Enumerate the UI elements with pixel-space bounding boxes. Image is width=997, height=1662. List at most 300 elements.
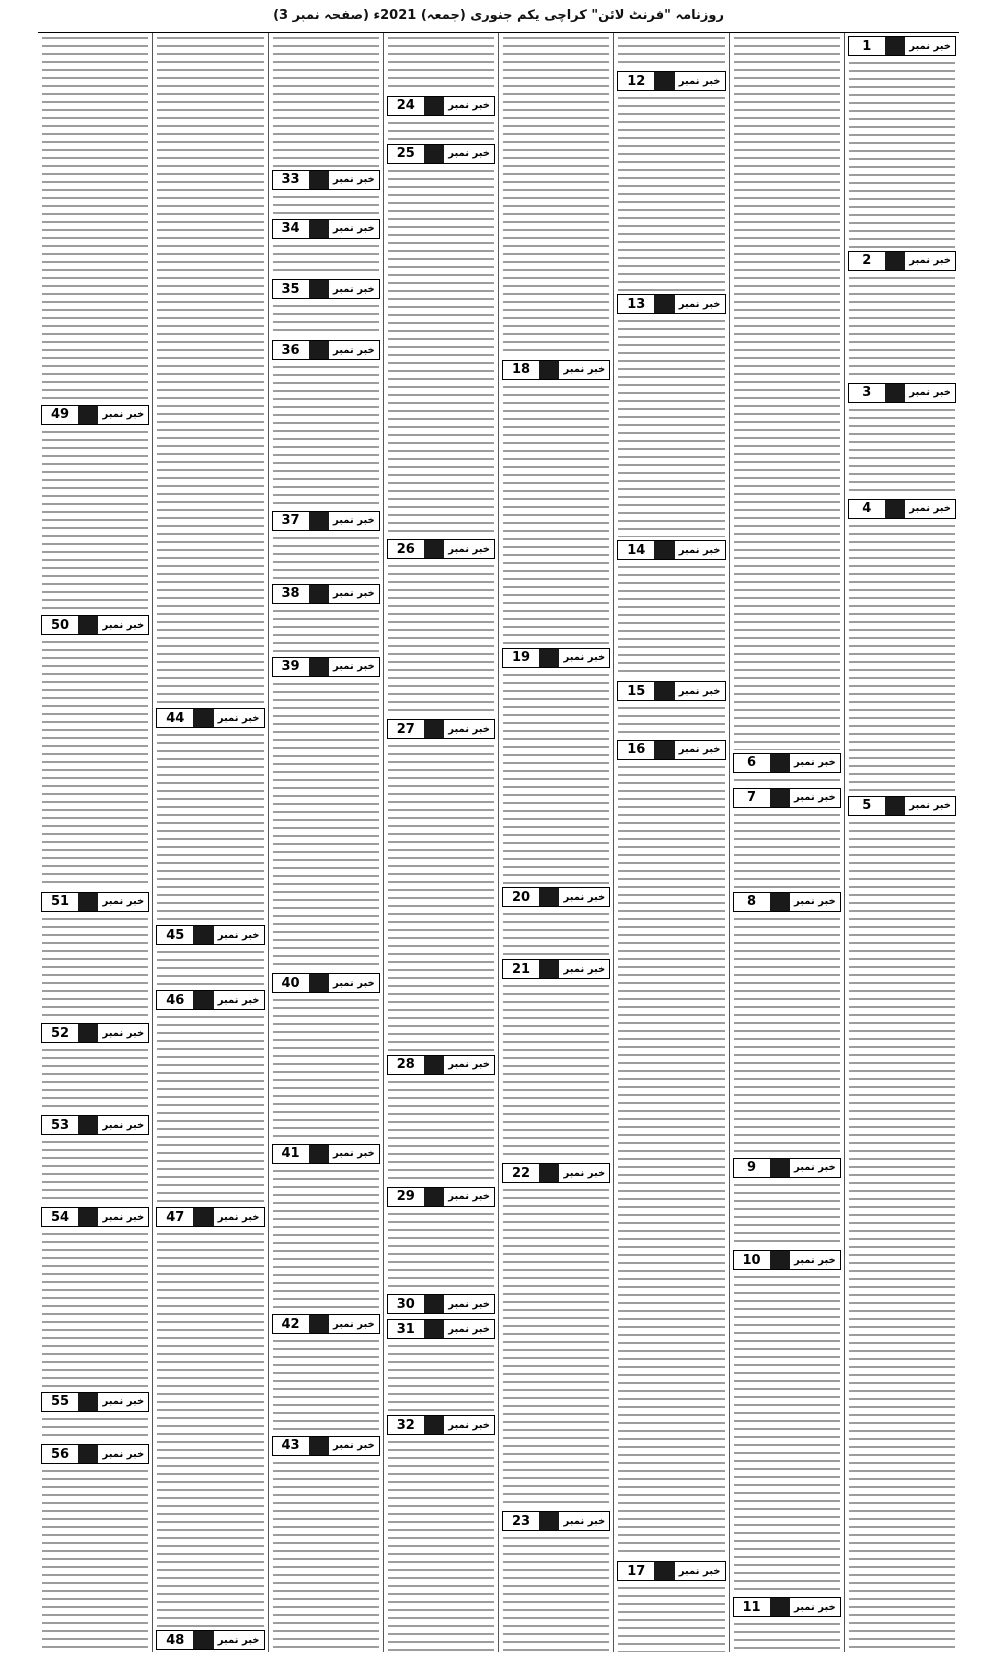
- news-item: [272, 508, 380, 581]
- news-item-header: [848, 796, 956, 816]
- news-item-number: 36: [273, 341, 309, 359]
- news-item-body-text: [388, 1341, 494, 1412]
- news-item-number: 13: [618, 295, 654, 313]
- news-item-body-text: [734, 1619, 840, 1652]
- news-item-number: 47: [157, 1208, 193, 1226]
- news-item-header: [272, 1436, 380, 1456]
- news-item: [502, 33, 610, 357]
- news-item-header: [387, 96, 495, 116]
- news-item-header: [617, 294, 725, 314]
- news-item: [272, 1433, 380, 1652]
- news-item-label: خبر نمبر: [214, 926, 264, 944]
- news-column: [38, 33, 152, 1652]
- news-item-number: 20: [503, 888, 539, 906]
- news-item-header: [41, 892, 149, 912]
- news-item-label: خبر نمبر: [214, 1631, 264, 1649]
- header-black-bar: [193, 709, 213, 727]
- news-item-body-text: [734, 33, 840, 750]
- news-item-number: 7: [734, 789, 770, 807]
- news-item-header: [387, 719, 495, 739]
- news-item-body-text: [273, 995, 379, 1140]
- news-item-number: 33: [273, 171, 309, 189]
- news-item-header: [156, 1207, 264, 1227]
- news-item-number: 17: [618, 1562, 654, 1580]
- news-item-header: [156, 708, 264, 728]
- news-item-body-text: [503, 33, 609, 357]
- news-item-number: 1: [849, 37, 885, 55]
- news-item-number: 43: [273, 1437, 309, 1455]
- header-black-bar: [78, 1024, 98, 1042]
- header-black-bar: [309, 658, 329, 676]
- news-item-number: 46: [157, 991, 193, 1009]
- news-item: [387, 33, 495, 93]
- news-item-label: خبر نمبر: [675, 682, 725, 700]
- news-item: [41, 612, 149, 888]
- news-item-label: خبر نمبر: [444, 97, 494, 115]
- news-item-body-text: [273, 33, 379, 167]
- news-item-body-text: [157, 1012, 263, 1204]
- news-item-body-text: [42, 1229, 148, 1388]
- news-item-body-text: [849, 521, 955, 793]
- header-black-bar: [539, 361, 559, 379]
- news-item-header: [387, 1294, 495, 1314]
- news-item-label: خبر نمبر: [444, 1295, 494, 1313]
- news-item: [733, 1594, 841, 1652]
- news-columns: [38, 32, 959, 1652]
- news-item-body-text: [849, 818, 955, 1652]
- header-black-bar: [885, 384, 905, 402]
- news-item-body-text: [42, 637, 148, 888]
- news-item-header: [272, 1144, 380, 1164]
- news-item-body-text: [42, 33, 148, 402]
- news-item-body-text: [273, 192, 379, 216]
- header-black-bar: [424, 1188, 444, 1206]
- masthead: روزنامہ "فرنٹ لائن" کراچی یکم جنوری (جمعہ) 2021ء (صفحہ نمبر 3): [273, 8, 724, 23]
- header-black-bar: [770, 754, 790, 772]
- news-item: [617, 737, 725, 1558]
- news-item-number: 37: [273, 512, 309, 530]
- news-item-header: [272, 219, 380, 239]
- news-item: [387, 93, 495, 141]
- news-item-number: 41: [273, 1145, 309, 1163]
- news-item-label: خبر نمبر: [329, 1145, 379, 1163]
- news-item-label: خبر نمبر: [98, 406, 148, 424]
- news-item: [387, 536, 495, 716]
- news-item-header: [733, 788, 841, 808]
- news-item-number: 49: [42, 406, 78, 424]
- news-item: [733, 750, 841, 785]
- news-item-number: 5: [849, 797, 885, 815]
- news-item-header: [848, 383, 956, 403]
- news-item-header: [502, 360, 610, 380]
- news-item-label: خبر نمبر: [905, 500, 955, 518]
- news-item-header: [272, 657, 380, 677]
- news-item: [387, 1184, 495, 1292]
- news-item-header: [502, 959, 610, 979]
- news-item-label: خبر نمبر: [675, 541, 725, 559]
- news-item-number: 4: [849, 500, 885, 518]
- news-item: [387, 1316, 495, 1412]
- news-item-body-text: [157, 33, 263, 705]
- header-black-bar: [885, 252, 905, 270]
- news-item: [272, 1311, 380, 1433]
- news-item: [272, 654, 380, 971]
- news-column: [498, 33, 613, 1652]
- news-item-body-text: [388, 1209, 494, 1292]
- news-item-label: خبر نمبر: [214, 1208, 264, 1226]
- news-item: [617, 68, 725, 291]
- header-black-bar: [193, 991, 213, 1009]
- news-item-header: [617, 681, 725, 701]
- header-black-bar: [309, 1145, 329, 1163]
- news-item: [387, 1412, 495, 1652]
- news-item: [387, 1052, 495, 1184]
- news-item-number: 19: [503, 649, 539, 667]
- news-item-number: 56: [42, 1445, 78, 1463]
- news-item-body-text: [42, 1414, 148, 1442]
- header-black-bar: [424, 1056, 444, 1074]
- header-black-bar: [424, 1416, 444, 1434]
- news-item-body-text: [273, 241, 379, 277]
- news-item-header: [502, 648, 610, 668]
- news-item: [41, 1112, 149, 1204]
- header-black-bar: [539, 888, 559, 906]
- header-black-bar: [885, 797, 905, 815]
- news-item-header: [387, 1055, 495, 1075]
- news-item-body-text: [273, 533, 379, 581]
- news-item-body-text: [273, 1336, 379, 1433]
- news-item: [617, 1558, 725, 1652]
- news-item-body-text: [503, 981, 609, 1160]
- header-black-bar: [193, 1208, 213, 1226]
- news-item: [848, 248, 956, 380]
- news-item-number: 45: [157, 926, 193, 944]
- news-item-label: خبر نمبر: [905, 797, 955, 815]
- header-black-bar: [309, 280, 329, 298]
- news-item-number: 54: [42, 1208, 78, 1226]
- news-item-header: [41, 615, 149, 635]
- news-item-body-text: [618, 93, 724, 291]
- news-item-header: [41, 1115, 149, 1135]
- news-item: [502, 884, 610, 956]
- header-black-bar: [78, 1393, 98, 1411]
- news-item-body-text: [618, 1583, 724, 1652]
- news-item: [272, 167, 380, 216]
- news-item-body-text: [734, 1180, 840, 1248]
- news-item-label: خبر نمبر: [98, 1024, 148, 1042]
- news-item-label: خبر نمبر: [790, 754, 840, 772]
- news-item-label: خبر نمبر: [444, 1416, 494, 1434]
- header-black-bar: [770, 1598, 790, 1616]
- news-item-number: 50: [42, 616, 78, 634]
- news-item-label: خبر نمبر: [98, 1116, 148, 1134]
- news-item-label: خبر نمبر: [98, 1445, 148, 1463]
- news-item-body-text: [388, 1437, 494, 1652]
- news-item-number: 44: [157, 709, 193, 727]
- news-item: [502, 645, 610, 885]
- news-item: [272, 1141, 380, 1311]
- header-black-bar: [78, 616, 98, 634]
- header-black-bar: [770, 1251, 790, 1269]
- header-black-bar: [193, 926, 213, 944]
- news-item-body-text: [273, 362, 379, 507]
- news-item-body-text: [42, 1045, 148, 1112]
- news-item-header: [502, 1163, 610, 1183]
- news-item: [41, 1441, 149, 1652]
- header-black-bar: [78, 1445, 98, 1463]
- news-item-header: [156, 990, 264, 1010]
- news-item-label: خبر نمبر: [790, 893, 840, 911]
- news-item-label: خبر نمبر: [559, 1512, 609, 1530]
- header-black-bar: [309, 512, 329, 530]
- news-item: [41, 1389, 149, 1442]
- news-item-number: 32: [388, 1416, 424, 1434]
- header-black-bar: [309, 1437, 329, 1455]
- news-item-label: خبر نمبر: [444, 1056, 494, 1074]
- news-item-header: [848, 36, 956, 56]
- header-black-bar: [885, 500, 905, 518]
- news-item: [272, 581, 380, 654]
- header-black-bar: [309, 1315, 329, 1333]
- news-item-label: خبر نمبر: [559, 888, 609, 906]
- news-item: [41, 1020, 149, 1112]
- news-item-header: [733, 1158, 841, 1178]
- news-item: [502, 357, 610, 645]
- news-item-label: خبر نمبر: [329, 171, 379, 189]
- news-item-number: 15: [618, 682, 654, 700]
- news-item-body-text: [618, 562, 724, 678]
- news-item-number: 42: [273, 1315, 309, 1333]
- news-column: [613, 33, 728, 1652]
- news-item-header: [617, 540, 725, 560]
- news-item-body-text: [503, 670, 609, 885]
- news-column: [152, 33, 267, 1652]
- header-black-bar: [424, 97, 444, 115]
- news-item: [617, 33, 725, 68]
- news-item-header: [41, 1023, 149, 1043]
- news-item-label: خبر نمبر: [329, 341, 379, 359]
- news-item-number: 40: [273, 974, 309, 992]
- news-item-label: خبر نمبر: [675, 295, 725, 313]
- news-item: [848, 380, 956, 496]
- news-item: [156, 705, 264, 922]
- news-item-label: خبر نمبر: [905, 384, 955, 402]
- news-item-label: خبر نمبر: [790, 1598, 840, 1616]
- news-item-number: 25: [388, 145, 424, 163]
- header-black-bar: [309, 220, 329, 238]
- news-item-number: 28: [388, 1056, 424, 1074]
- news-item-number: 9: [734, 1159, 770, 1177]
- header-black-bar: [885, 37, 905, 55]
- news-item-number: 35: [273, 280, 309, 298]
- header-black-bar: [424, 540, 444, 558]
- news-column: [268, 33, 383, 1652]
- header-black-bar: [539, 960, 559, 978]
- header-black-bar: [770, 893, 790, 911]
- news-item-body-text: [42, 914, 148, 1021]
- news-item: [502, 1508, 610, 1652]
- news-item: [502, 1160, 610, 1508]
- news-item-number: 52: [42, 1024, 78, 1042]
- news-item: [848, 33, 956, 248]
- header-black-bar: [654, 741, 674, 759]
- news-item-header: [156, 925, 264, 945]
- news-item-number: 30: [388, 1295, 424, 1313]
- news-item-body-text: [273, 1458, 379, 1652]
- news-item-label: خبر نمبر: [444, 1320, 494, 1338]
- header-black-bar: [193, 1631, 213, 1649]
- news-item-label: خبر نمبر: [98, 616, 148, 634]
- news-item-label: خبر نمبر: [905, 252, 955, 270]
- news-item-header: [387, 1187, 495, 1207]
- news-item-number: 6: [734, 754, 770, 772]
- news-item-body-text: [388, 561, 494, 716]
- news-item-label: خبر نمبر: [905, 37, 955, 55]
- news-item-header: [733, 1597, 841, 1617]
- header-black-bar: [424, 1320, 444, 1338]
- news-item-label: خبر نمبر: [790, 789, 840, 807]
- news-item-header: [272, 511, 380, 531]
- news-item-body-text: [503, 1533, 609, 1652]
- news-item-header: [387, 1415, 495, 1435]
- news-item-label: خبر نمبر: [559, 960, 609, 978]
- news-item-label: خبر نمبر: [329, 658, 379, 676]
- header-black-bar: [539, 649, 559, 667]
- news-item-body-text: [273, 606, 379, 654]
- news-item-body-text: [273, 679, 379, 971]
- news-item-label: خبر نمبر: [329, 1315, 379, 1333]
- news-column: [729, 33, 844, 1652]
- header-black-bar: [78, 893, 98, 911]
- news-item: [156, 987, 264, 1204]
- news-item-header: [41, 405, 149, 425]
- news-item-body-text: [157, 947, 263, 987]
- header-black-bar: [309, 974, 329, 992]
- news-item-body-text: [388, 33, 494, 93]
- news-item-number: 21: [503, 960, 539, 978]
- news-item: [733, 889, 841, 1155]
- header-black-bar: [770, 1159, 790, 1177]
- news-item-label: خبر نمبر: [214, 709, 264, 727]
- news-item-header: [41, 1444, 149, 1464]
- news-item-body-text: [849, 405, 955, 496]
- news-item-body-text: [388, 118, 494, 141]
- header-black-bar: [654, 295, 674, 313]
- news-item-number: 48: [157, 1631, 193, 1649]
- news-item: [41, 1204, 149, 1388]
- news-item-body-text: [42, 1137, 148, 1204]
- news-item-header: [272, 973, 380, 993]
- news-item-body-text: [273, 1166, 379, 1311]
- header-black-bar: [654, 541, 674, 559]
- news-item: [617, 291, 725, 537]
- news-item-body-text: [734, 810, 840, 889]
- news-item: [156, 922, 264, 987]
- news-item-label: خبر نمبر: [790, 1251, 840, 1269]
- news-item: [272, 970, 380, 1140]
- news-item-number: 53: [42, 1116, 78, 1134]
- news-item-label: خبر نمبر: [444, 540, 494, 558]
- news-item: [617, 678, 725, 737]
- news-item-number: 8: [734, 893, 770, 911]
- news-item-header: [272, 279, 380, 299]
- news-item-header: [617, 740, 725, 760]
- header-black-bar: [309, 171, 329, 189]
- news-item-label: خبر نمبر: [444, 145, 494, 163]
- news-item-body-text: [388, 741, 494, 1052]
- news-item-body-text: [734, 914, 840, 1155]
- header-black-bar: [78, 1208, 98, 1226]
- news-item-header: [272, 1314, 380, 1334]
- news-item-body-text: [503, 909, 609, 956]
- news-item-body-text: [734, 775, 840, 785]
- header-black-bar: [309, 585, 329, 603]
- news-item-header: [733, 892, 841, 912]
- news-item: [502, 956, 610, 1160]
- header-black-bar: [424, 720, 444, 738]
- news-item-number: 29: [388, 1188, 424, 1206]
- news-item-header: [387, 1319, 495, 1339]
- news-item-label: خبر نمبر: [444, 720, 494, 738]
- news-item-number: 16: [618, 741, 654, 759]
- news-item-label: خبر نمبر: [98, 1208, 148, 1226]
- header-black-bar: [539, 1164, 559, 1182]
- news-item-number: 2: [849, 252, 885, 270]
- news-item: [387, 1291, 495, 1316]
- news-item: [733, 33, 841, 750]
- news-item-body-text: [503, 382, 609, 645]
- news-item: [156, 33, 264, 705]
- news-item-number: 31: [388, 1320, 424, 1338]
- news-item: [387, 141, 495, 537]
- news-item: [41, 889, 149, 1021]
- news-item-label: خبر نمبر: [559, 361, 609, 379]
- news-item-label: خبر نمبر: [329, 1437, 379, 1455]
- news-item-label: خبر نمبر: [98, 893, 148, 911]
- news-item-header: [156, 1630, 264, 1650]
- news-item-number: 22: [503, 1164, 539, 1182]
- news-item-label: خبر نمبر: [675, 72, 725, 90]
- news-item: [156, 1627, 264, 1652]
- news-item-header: [848, 499, 956, 519]
- news-item-number: 39: [273, 658, 309, 676]
- news-item-body-text: [618, 316, 724, 537]
- header-black-bar: [654, 682, 674, 700]
- news-item: [272, 216, 380, 277]
- news-item-header: [41, 1207, 149, 1227]
- news-item-number: 27: [388, 720, 424, 738]
- news-item-label: خبر نمبر: [329, 512, 379, 530]
- news-item: [41, 402, 149, 613]
- news-item-label: خبر نمبر: [329, 585, 379, 603]
- news-item-number: 34: [273, 220, 309, 238]
- news-item-body-text: [849, 58, 955, 248]
- news-item-body-text: [273, 301, 379, 337]
- news-item-number: 38: [273, 585, 309, 603]
- news-item-label: خبر نمبر: [444, 1188, 494, 1206]
- news-item: [272, 33, 380, 167]
- news-item-header: [272, 340, 380, 360]
- header-black-bar: [654, 1562, 674, 1580]
- news-item-number: 12: [618, 72, 654, 90]
- news-item-label: خبر نمبر: [329, 280, 379, 298]
- news-item-label: خبر نمبر: [559, 649, 609, 667]
- news-item-label: خبر نمبر: [98, 1393, 148, 1411]
- news-item-header: [733, 753, 841, 773]
- news-item-number: 23: [503, 1512, 539, 1530]
- news-item-body-text: [157, 1229, 263, 1627]
- news-item: [387, 716, 495, 1052]
